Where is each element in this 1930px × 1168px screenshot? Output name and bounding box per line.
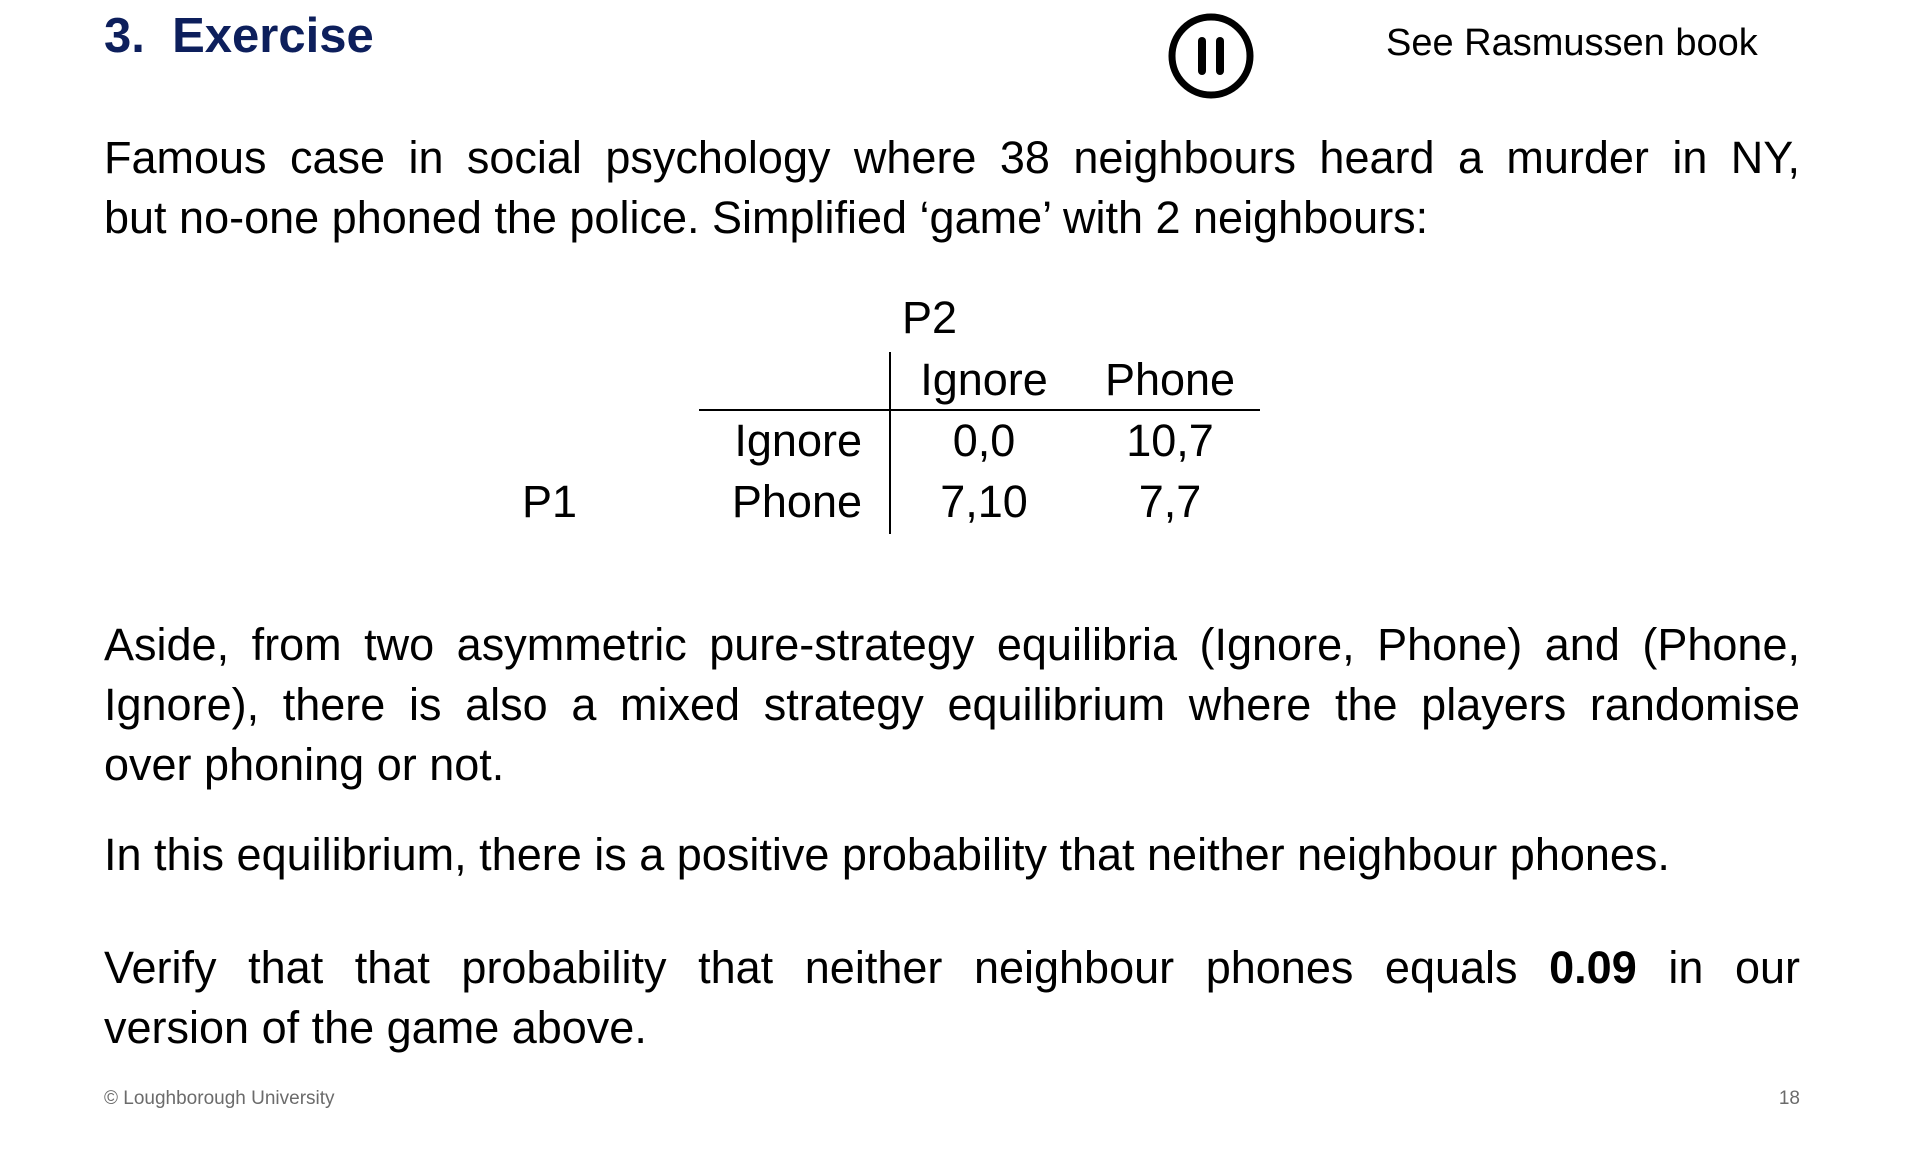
intro-paragraph (104, 128, 1800, 248)
intro-line-1: Famous case in social psychology where 38 neighbours heard a murder in NY, (104, 132, 1800, 183)
footer-copyright: © Loughborough University (104, 1088, 335, 1109)
aside-line-1: Aside, from two asymmetric pure-strategy equilibria (Ignore, Phone) and (Phone, (104, 619, 1800, 670)
col-header-ignore: Ignore (920, 354, 1048, 405)
column-player-label: P2 (902, 292, 958, 343)
aside-line-2: Ignore), there is also a mixed strategy equilibrium where the players randomise (104, 679, 1800, 730)
reference-note: See Rasmussen book (1386, 22, 1758, 64)
aside-paragraph (104, 615, 1800, 795)
verify-text: Verify that that probability that neither neighbour phones equals (104, 942, 1518, 993)
slide-title: 3. Exercise (104, 9, 374, 63)
col-header-phone: Phone (1104, 354, 1236, 405)
verify-line-1 (104, 938, 1800, 998)
intro-line-2: but no-one phoned the police. Simplified ‘game’ with 2 neighbours: (104, 192, 1429, 243)
verify-text-end: in our (1668, 942, 1800, 993)
payoff-cell: 7,7 (1138, 476, 1202, 527)
probability-value: 0.09 (1549, 942, 1637, 993)
pause-circle-icon[interactable] (1167, 12, 1255, 100)
matrix-vertical-rule (889, 352, 891, 534)
equilibrium-paragraph: In this equilibrium, there is a positive probability that neither neighbour phones. (104, 829, 1670, 880)
page-number: 18 (1778, 1088, 1800, 1109)
row-label-ignore: Ignore (734, 415, 862, 466)
payoff-cell: 0,0 (952, 415, 1016, 466)
verify-paragraph (104, 938, 1800, 1058)
matrix-horizontal-rule (699, 409, 1260, 411)
payoff-cell: 7,10 (940, 476, 1028, 527)
row-label-phone: Phone (731, 476, 862, 527)
payoff-cell: 10,7 (1126, 415, 1214, 466)
aside-line-3: over phoning or not. (104, 739, 505, 790)
verify-line-2: version of the game above. (104, 1002, 647, 1053)
row-player-label: P1 (522, 476, 578, 527)
